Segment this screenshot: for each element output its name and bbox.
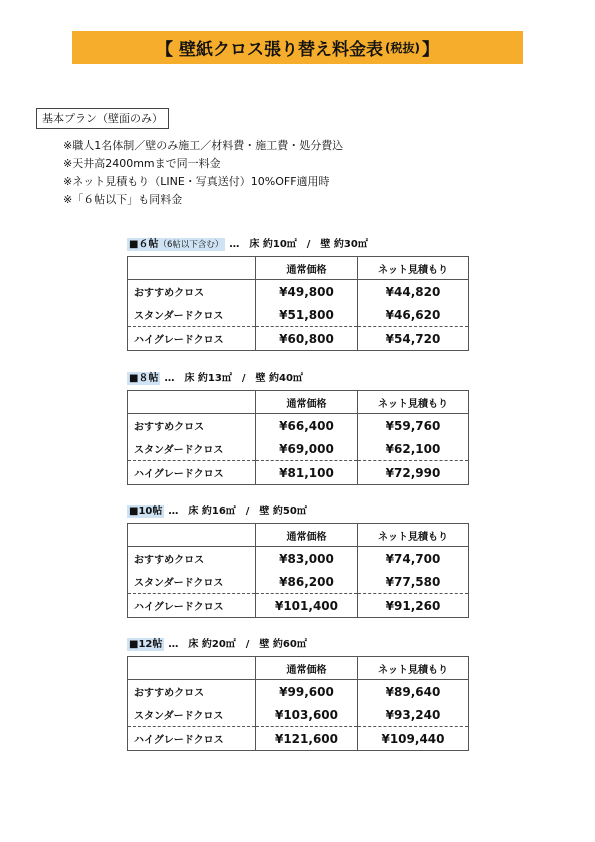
table-row bbox=[128, 327, 469, 351]
section-6jo bbox=[127, 236, 468, 351]
net-price: ¥77,580 bbox=[358, 570, 469, 594]
table-row bbox=[128, 680, 469, 704]
title-tax-note: (税抜) bbox=[384, 41, 420, 55]
normal-price: ¥103,600 bbox=[256, 703, 358, 727]
table-row bbox=[128, 280, 469, 304]
header-blank bbox=[128, 257, 256, 280]
cross-grade-name: おすすめクロス bbox=[134, 288, 205, 299]
room-size-sub: （6帖以下含む） bbox=[158, 240, 224, 250]
header-net-price: ネット見積もり bbox=[358, 657, 469, 680]
notes-list bbox=[63, 137, 343, 209]
cross-grade-name: スタンダードクロス bbox=[134, 578, 224, 589]
section-12jo bbox=[127, 636, 468, 751]
table-row bbox=[128, 594, 469, 618]
room-size-tag bbox=[127, 238, 225, 251]
table-row bbox=[128, 414, 469, 438]
table-row bbox=[128, 547, 469, 571]
section-10jo bbox=[127, 503, 468, 618]
header-normal-price: 通常価格 bbox=[256, 257, 358, 280]
note-item: ※天井高2400mmまで同一料金 bbox=[63, 157, 221, 170]
header-blank bbox=[128, 657, 256, 680]
normal-price: ¥101,400 bbox=[256, 594, 358, 618]
room-size-label: ■10帖 bbox=[129, 506, 163, 517]
net-price: ¥109,440 bbox=[358, 727, 469, 751]
header-blank bbox=[128, 524, 256, 547]
price-table bbox=[127, 256, 469, 351]
table-row bbox=[128, 437, 469, 461]
price-table bbox=[127, 656, 469, 751]
cross-grade-name: おすすめクロス bbox=[134, 422, 205, 433]
net-price: ¥93,240 bbox=[358, 703, 469, 727]
room-size-tag bbox=[127, 505, 164, 518]
table-header-row bbox=[128, 391, 469, 414]
note-item: ※「６帖以下」も同料金 bbox=[63, 193, 183, 206]
room-size-tag bbox=[127, 372, 160, 385]
header-net-price: ネット見積もり bbox=[358, 524, 469, 547]
section-heading bbox=[127, 636, 468, 654]
net-price: ¥46,620 bbox=[358, 303, 469, 327]
normal-price: ¥121,600 bbox=[256, 727, 358, 751]
header-normal-price: 通常価格 bbox=[256, 391, 358, 414]
net-price: ¥72,990 bbox=[358, 461, 469, 485]
section-heading bbox=[127, 236, 468, 254]
room-dimensions: … 床 約20㎡ / 壁 約60㎡ bbox=[168, 639, 307, 650]
cross-grade-name: ハイグレードクロス bbox=[128, 327, 256, 351]
note-item: ※ネット見積もり（LINE・写真送付）10%OFF適用時 bbox=[63, 175, 330, 188]
net-price: ¥62,100 bbox=[358, 437, 469, 461]
cross-grade-name: スタンダードクロス bbox=[134, 311, 224, 322]
normal-price: ¥83,000 bbox=[256, 547, 358, 571]
room-dimensions: … 床 約16㎡ / 壁 約50㎡ bbox=[168, 506, 307, 517]
table-row bbox=[128, 703, 469, 727]
cross-grade-name: ハイグレードクロス bbox=[128, 461, 256, 485]
header-net-price: ネット見積もり bbox=[358, 257, 469, 280]
normal-price: ¥69,000 bbox=[256, 437, 358, 461]
section-heading bbox=[127, 503, 468, 521]
net-price: ¥44,820 bbox=[358, 280, 469, 304]
room-size-label: ■12帖 bbox=[129, 639, 163, 650]
table-header-row bbox=[128, 524, 469, 547]
normal-price: ¥51,800 bbox=[256, 303, 358, 327]
cross-grade-name: ハイグレードクロス bbox=[128, 594, 256, 618]
title-close-bracket: 】 bbox=[421, 40, 439, 60]
price-table bbox=[127, 390, 469, 485]
normal-price: ¥81,100 bbox=[256, 461, 358, 485]
table-row bbox=[128, 570, 469, 594]
title-main: 【 壁紙クロス張り替え料金表 bbox=[156, 40, 383, 60]
room-dimensions: … 床 約10㎡ / 壁 約30㎡ bbox=[229, 239, 368, 250]
cross-grade-name: おすすめクロス bbox=[134, 555, 205, 566]
room-size-label: ■８帖 bbox=[129, 373, 159, 384]
net-price: ¥59,760 bbox=[358, 414, 469, 438]
net-price: ¥89,640 bbox=[358, 680, 469, 704]
table-row bbox=[128, 303, 469, 327]
net-price: ¥54,720 bbox=[358, 327, 469, 351]
header-normal-price: 通常価格 bbox=[256, 524, 358, 547]
section-8jo bbox=[127, 370, 468, 485]
header-normal-price: 通常価格 bbox=[256, 657, 358, 680]
header-blank bbox=[128, 391, 256, 414]
normal-price: ¥60,800 bbox=[256, 327, 358, 351]
room-dimensions: … 床 約13㎡ / 壁 約40㎡ bbox=[164, 373, 303, 384]
room-size-label: ■６帖 bbox=[129, 239, 159, 250]
net-price: ¥91,260 bbox=[358, 594, 469, 618]
section-heading bbox=[127, 370, 468, 388]
cross-grade-name: スタンダードクロス bbox=[134, 711, 224, 722]
table-header-row bbox=[128, 257, 469, 280]
normal-price: ¥66,400 bbox=[256, 414, 358, 438]
note-item: ※職人1名体制／壁のみ施工／材料費・施工費・処分費込 bbox=[63, 139, 344, 152]
table-row bbox=[128, 461, 469, 485]
cross-grade-name: おすすめクロス bbox=[134, 688, 205, 699]
price-table bbox=[127, 523, 469, 618]
header-net-price: ネット見積もり bbox=[358, 391, 469, 414]
normal-price: ¥99,600 bbox=[256, 680, 358, 704]
table-row bbox=[128, 727, 469, 751]
normal-price: ¥49,800 bbox=[256, 280, 358, 304]
table-header-row bbox=[128, 657, 469, 680]
net-price: ¥74,700 bbox=[358, 547, 469, 571]
basic-plan-label: 基本プラン（壁面のみ） bbox=[36, 108, 169, 129]
page-title bbox=[72, 31, 523, 64]
cross-grade-name: ハイグレードクロス bbox=[128, 727, 256, 751]
normal-price: ¥86,200 bbox=[256, 570, 358, 594]
room-size-tag bbox=[127, 638, 164, 651]
cross-grade-name: スタンダードクロス bbox=[134, 445, 224, 456]
